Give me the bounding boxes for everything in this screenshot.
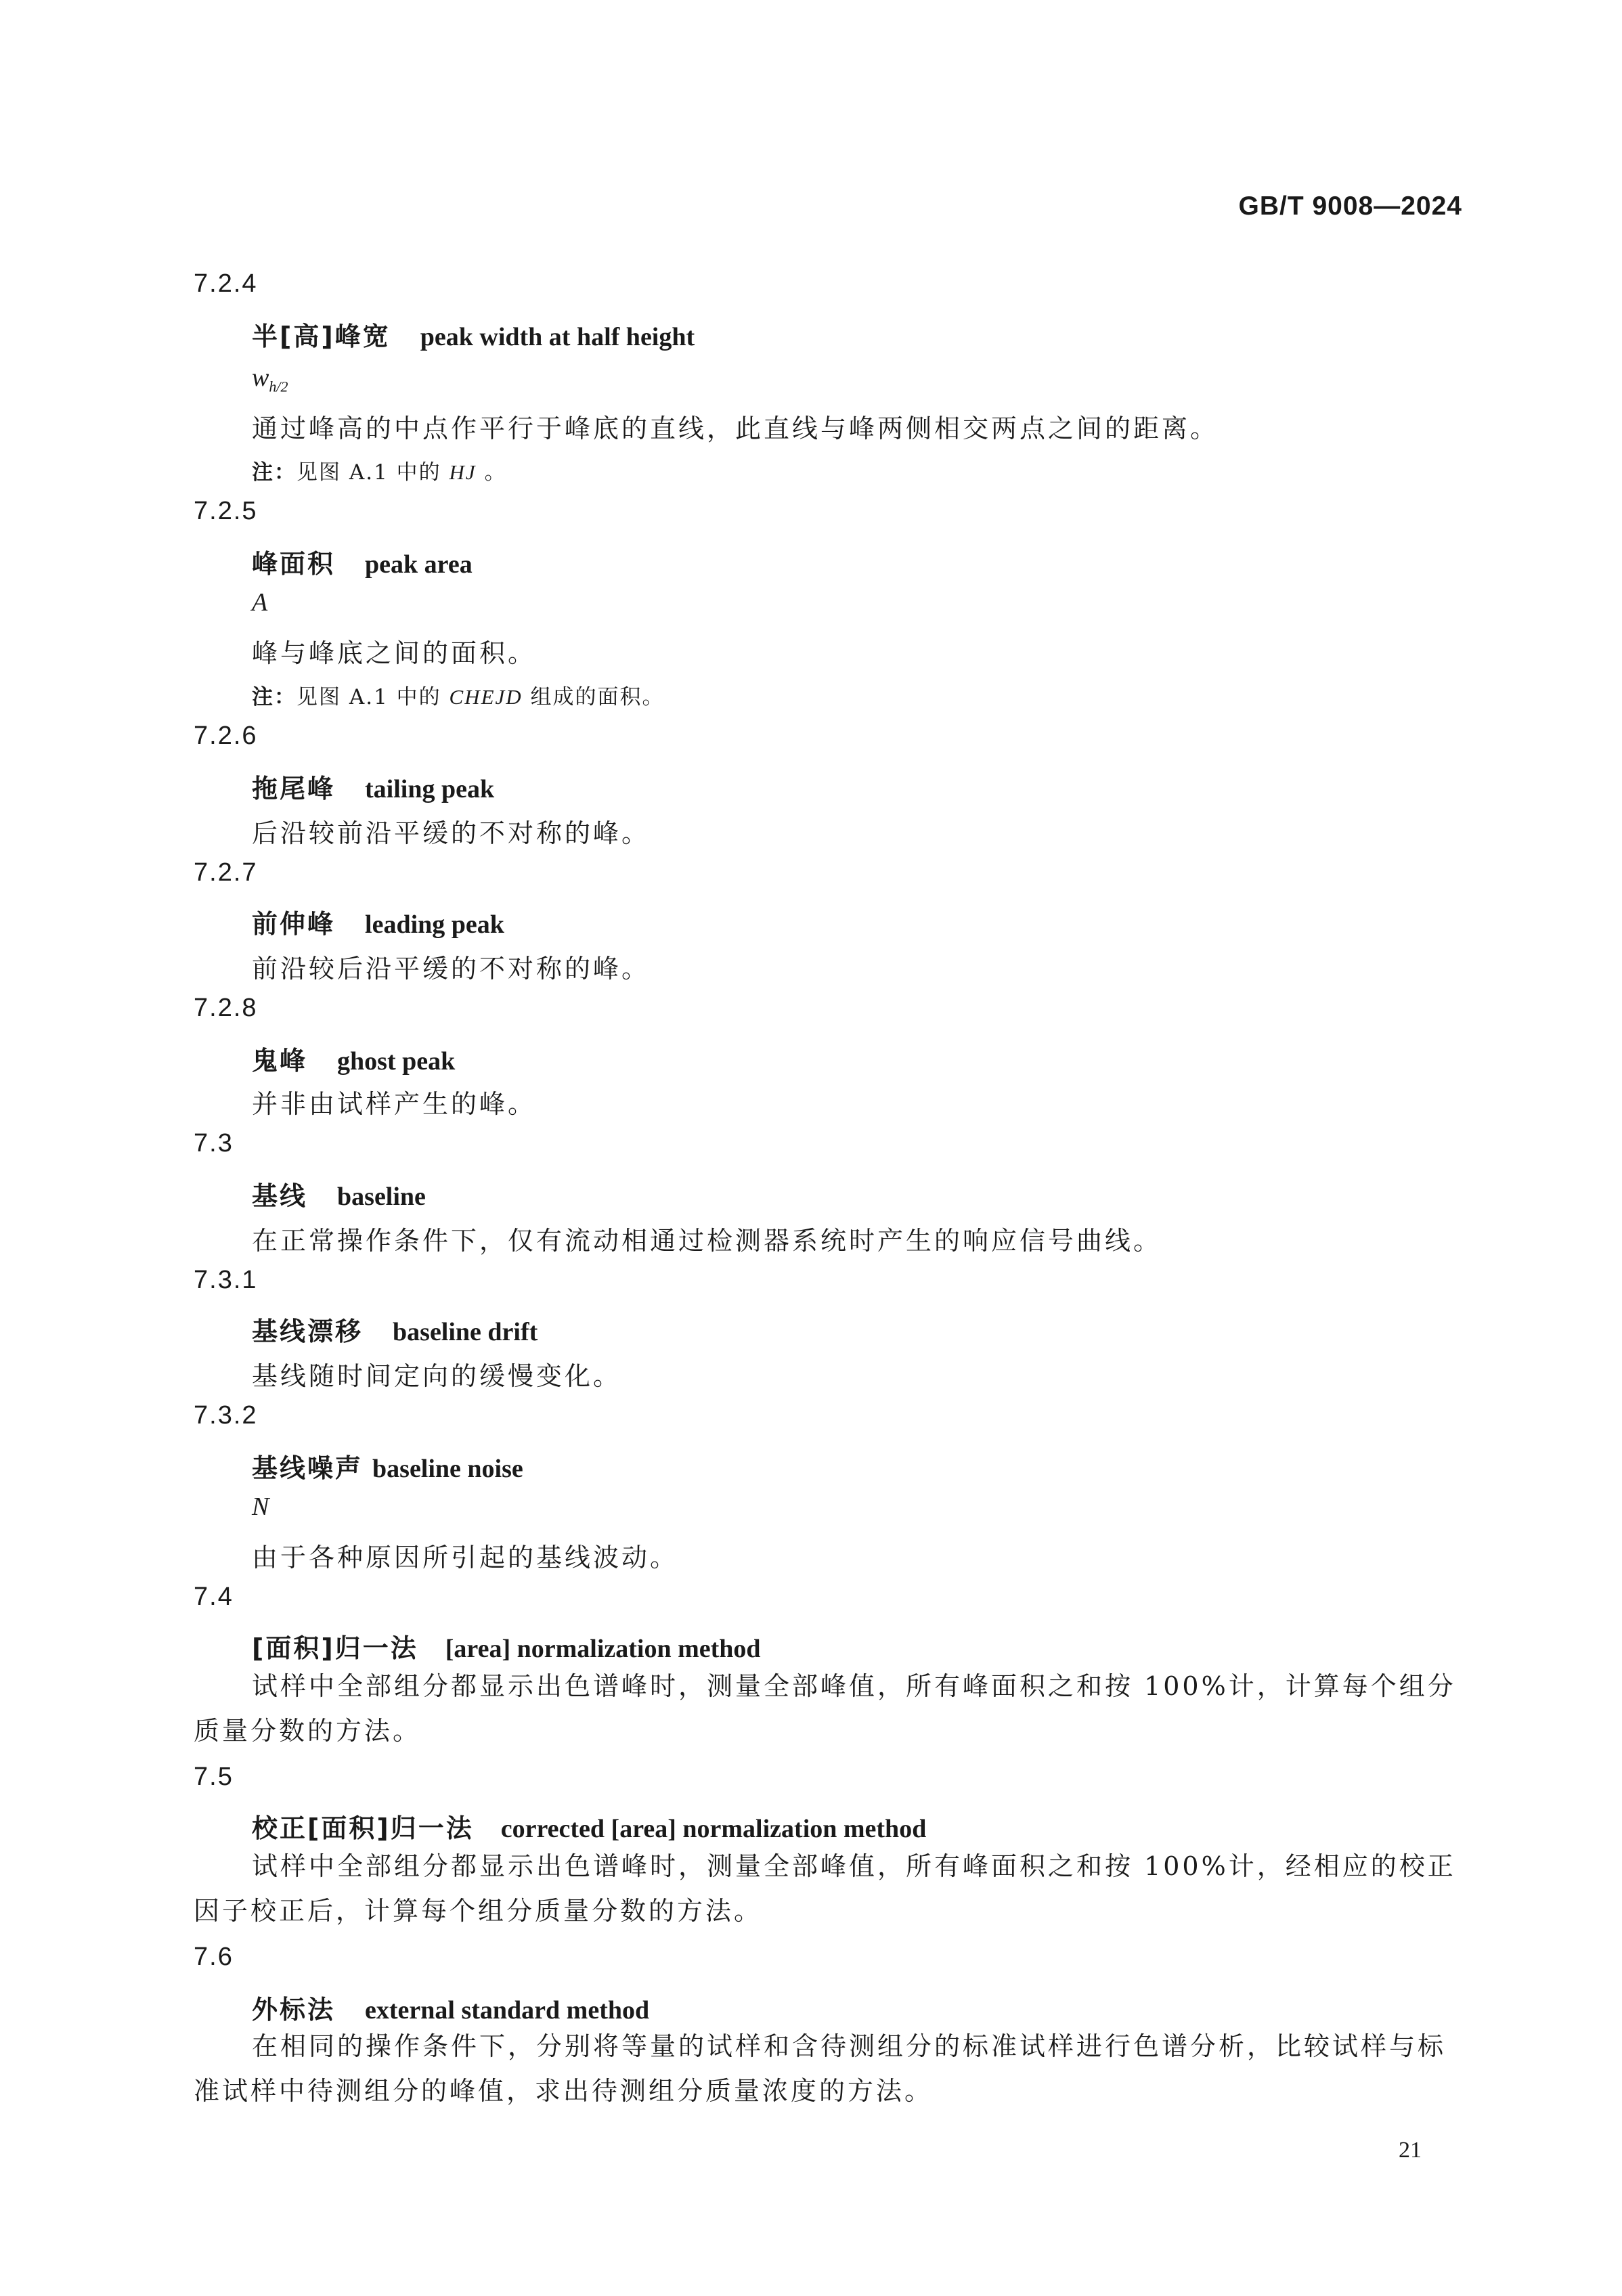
term-english: baseline noise: [372, 1455, 523, 1483]
clause-number: 7.2.4: [194, 269, 258, 298]
term-heading: [252, 1447, 523, 1484]
clause-number: 7.6: [194, 1943, 234, 1971]
clause-number: 7.2.8: [194, 994, 258, 1022]
term-definition: 基线随时间定向的缓慢变化。: [252, 1361, 622, 1391]
term-definition: 在正常操作条件下，仅有流动相通过检测器系统时产生的响应信号曲线。: [252, 1226, 1162, 1256]
term-note: [252, 455, 507, 485]
term-definition: 试样中全部组分都显示出色谱峰时，测量全部峰值，所有峰面积之和按 100%计，经相应的校正因子校正后，计算每个组分质量分数的方法。: [194, 1851, 1456, 1926]
term-chinese: 校正[面积]归一法: [252, 1813, 474, 1843]
page-number: 21: [1399, 2138, 1422, 2163]
note-text: 见图 A.1 中的: [297, 460, 450, 485]
note-reference: CHEJD: [449, 685, 523, 709]
term-definition: 并非由试样产生的峰。: [252, 1089, 537, 1119]
term-definition: 后沿较前沿平缓的不对称的峰。: [252, 818, 651, 848]
note-text: 见图 A.1 中的: [297, 685, 450, 709]
term-english: peak width at half height: [420, 323, 695, 351]
clause-number: 7.5: [194, 1763, 234, 1791]
clause-number: 7.3.2: [194, 1401, 258, 1430]
clause-number: 7.2.6: [194, 722, 258, 750]
clause-number: 7.2.7: [194, 858, 258, 887]
term-english: leading peak: [365, 910, 504, 939]
term-heading: [252, 315, 695, 353]
term-note: [252, 680, 665, 710]
term-heading: [252, 1040, 455, 1077]
term-heading: [252, 1989, 649, 2026]
note-label: 注：: [252, 460, 297, 485]
term-english: tailing peak: [365, 775, 495, 803]
note-reference: HJ: [449, 460, 477, 484]
term-chinese: 前伸峰: [252, 909, 336, 939]
term-definition: 峰与峰底之间的面积。: [252, 638, 537, 668]
term-chinese: 峰面积: [252, 549, 336, 579]
term-heading: [252, 1807, 926, 1845]
term-chinese: 拖尾峰: [252, 774, 336, 803]
term-heading: [252, 1310, 538, 1348]
symbol-main: w: [252, 363, 269, 392]
term-english: [area] normalization method: [445, 1635, 761, 1663]
standard-code-header: GB/T 9008—2024: [1238, 192, 1462, 221]
symbol-subscript: h/2: [269, 378, 288, 395]
term-english: corrected [area] normalization method: [500, 1815, 927, 1843]
term-heading: [252, 1175, 426, 1212]
term-heading: [252, 543, 473, 580]
note-label: 注：: [252, 685, 297, 709]
clause-number: 7.3.1: [194, 1266, 258, 1294]
term-definition: 在相同的操作条件下，分别将等量的试样和含待测组分的标准试样进行色谱分析，比较试样与标准试样中待测组分的峰值，求出待测组分质量浓度的方法。: [194, 2031, 1447, 2106]
term-english: peak area: [365, 550, 473, 579]
term-chinese: 鬼峰: [252, 1046, 308, 1076]
clause-number: 7.2.5: [194, 497, 258, 525]
term-chinese: 半[高]峰宽: [252, 322, 391, 351]
term-symbol: N: [252, 1493, 269, 1521]
term-heading: [252, 903, 504, 940]
term-symbol: A: [252, 588, 268, 617]
term-english: external standard method: [365, 1996, 650, 2025]
term-definition: 由于各种原因所引起的基线波动。: [252, 1543, 679, 1572]
note-text-end: 组成的面积。: [522, 685, 665, 709]
clause-number: 7.4: [194, 1583, 234, 1611]
term-english: baseline drift: [393, 1318, 538, 1346]
term-chinese: 基线噪声: [252, 1453, 364, 1483]
clause-number: 7.3: [194, 1129, 234, 1157]
term-chinese: 基线: [252, 1181, 308, 1211]
term-symbol: [252, 363, 288, 396]
term-definition: 通过峰高的中点作平行于峰底的直线，此直线与峰两侧相交两点之间的距离。: [252, 414, 1219, 443]
term-chinese: [面积]归一法: [252, 1633, 418, 1663]
term-definition: 前沿较后沿平缓的不对称的峰。: [252, 954, 651, 984]
term-definition: 试样中全部组分都显示出色谱峰时，测量全部峰值，所有峰面积之和按 100%计，计算每个组分质量分数的方法。: [194, 1671, 1456, 1746]
term-chinese: 基线漂移: [252, 1317, 364, 1346]
term-english: ghost peak: [337, 1047, 456, 1076]
note-text-end: 。: [476, 460, 507, 485]
term-english: baseline: [337, 1183, 426, 1211]
term-chinese: 外标法: [252, 1995, 336, 2025]
term-heading: [252, 768, 494, 805]
term-heading: [252, 1627, 761, 1664]
